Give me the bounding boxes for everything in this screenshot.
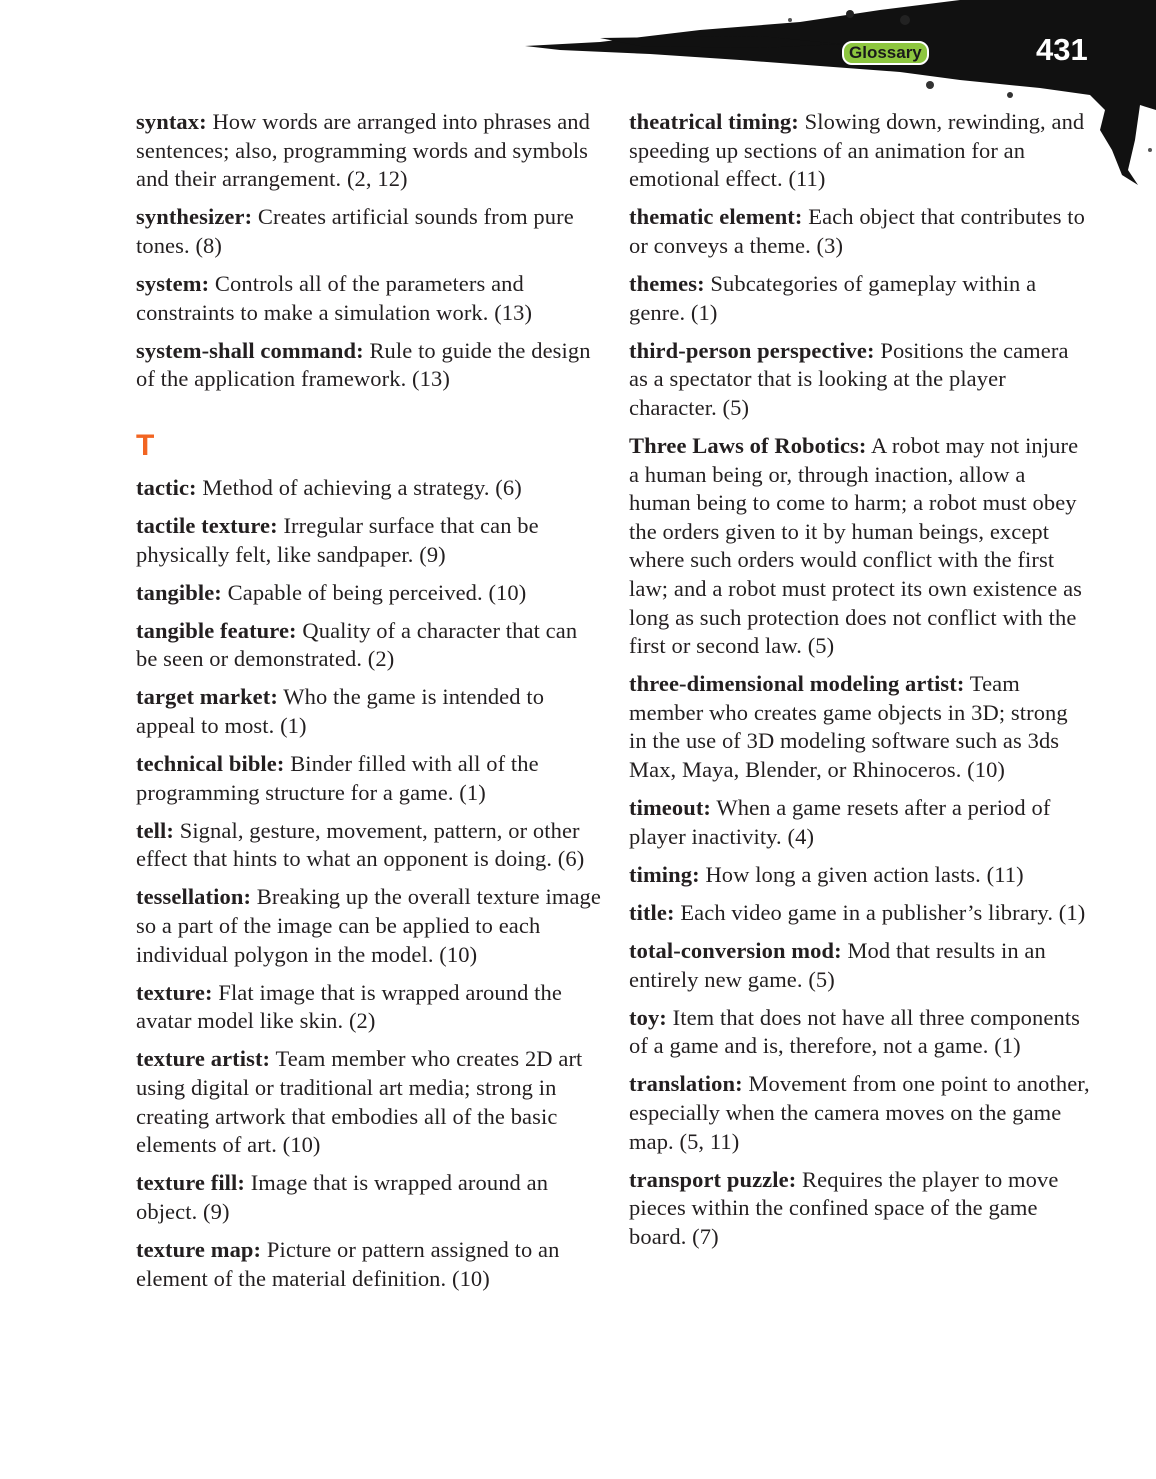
glossary-term: tangible: [136, 579, 222, 605]
section-letter-heading: T [136, 428, 155, 462]
glossary-definition: Quality of a character that can be seen or demonstrated. (2) [136, 617, 578, 672]
glossary-entry [136, 683, 601, 740]
glossary-term: texture artist: [136, 1046, 271, 1072]
glossary-definition: Subcategories of gameplay within a genre. (1) [629, 270, 1037, 325]
glossary-entry [136, 1045, 601, 1159]
glossary-entry [629, 1166, 1091, 1252]
glossary-entry [629, 937, 1091, 994]
glossary-term: timing: [629, 861, 700, 887]
glossary-definition: Creates artificial sounds from pure tones. (8) [136, 204, 574, 258]
glossary-definition: Slowing down, rewinding, and speeding up sections of an animation for an emotional effect. (11) [629, 109, 1085, 192]
glossary-entry [629, 861, 1091, 890]
glossary-term: third-person perspective: [629, 337, 875, 363]
glossary-entry [136, 883, 601, 969]
glossary-term: synthesizer: [136, 204, 253, 230]
glossary-entry [136, 1236, 601, 1293]
glossary-term: translation: [629, 1071, 743, 1097]
glossary-definition: Breaking up the overall texture image so a part of the image can be applied to each individual polygon in the model. (10) [136, 884, 601, 967]
glossary-term: total-conversion mod: [629, 937, 842, 963]
glossary-term: three-dimensional modeling artist: [629, 671, 965, 697]
glossary-term: transport puzzle: [629, 1166, 797, 1192]
glossary-definition: Team member who creates 2D art using digital or traditional art media; strong in creating artwork that embodies all of the basic elements of art. (10) [136, 1046, 583, 1158]
glossary-definition: Requires the player to move pieces within the confined space of the game board. (7) [629, 1166, 1059, 1249]
glossary-term: system: [136, 270, 210, 296]
glossary-entry [629, 899, 1091, 928]
glossary-entry [136, 617, 601, 674]
glossary-term: texture: [136, 979, 213, 1005]
glossary-definition: Binder filled with all of the programming structure for a game. (1) [136, 751, 539, 805]
glossary-entry [136, 203, 601, 260]
glossary-definition: A robot may not injure a human being or, through inaction, allow a human being to come to harm; a robot must obey the orders given to it by human beings, except where such orders would conflict with the first law; and a robot must protect its own existence as long as such protection does not conflict with the first or second law. (5) [629, 432, 1083, 659]
glossary-entry [136, 817, 601, 874]
glossary-definition: Irregular surface that can be physically felt, like sandpaper. (9) [136, 512, 539, 567]
glossary-term: themes: [629, 270, 705, 296]
glossary-term: target market: [136, 684, 278, 710]
glossary-entry [136, 579, 601, 608]
glossary-entry [629, 1004, 1091, 1061]
glossary-term: tangible feature: [136, 617, 297, 643]
glossary-entry [629, 203, 1091, 260]
glossary-entry [629, 108, 1091, 194]
glossary-definition: Each video game in a publisher’s library. (1) [680, 899, 1086, 925]
glossary-definition: Each object that contributes to or conveys a theme. (3) [629, 204, 1085, 258]
glossary-definition: Signal, gesture, movement, pattern, or other effect that hints to what an opponent is doing. (6) [136, 817, 585, 872]
glossary-definition: Movement from one point to another, especially when the camera moves on the game map. (5, 11) [629, 1071, 1090, 1154]
glossary-definition: Mod that results in an entirely new game. (5) [629, 937, 1046, 992]
glossary-term: syntax: [136, 109, 207, 134]
glossary-term: thematic element: [629, 204, 803, 230]
glossary-term: tessellation: [136, 884, 252, 910]
glossary-definition: Who the game is intended to appeal to most. (1) [136, 684, 545, 738]
glossary-definition: Team member who creates game objects in 3D; strong in the use of 3D modeling software such as 3ds Max, Maya, Blender, or Rhinoceros. (10) [629, 671, 1068, 782]
glossary-definition: Method of achieving a strategy. (6) [202, 474, 522, 500]
glossary-entry [136, 270, 601, 327]
glossary-definition: Rule to guide the design of the application framework. (13) [136, 337, 591, 392]
glossary-term: system-shall command: [136, 337, 364, 363]
glossary-definition: How long a given action lasts. (11) [705, 861, 1024, 887]
glossary-definition: Capable of being perceived. (10) [227, 579, 527, 605]
glossary-entry [629, 432, 1091, 661]
glossary-entry [136, 979, 601, 1036]
glossary-definition: Controls all of the parameters and constraints to make a simulation work. (13) [136, 270, 533, 325]
glossary-term: tactile texture: [136, 512, 278, 538]
glossary-definition: Flat image that is wrapped around the avatar model like skin. (2) [136, 979, 562, 1034]
glossary-entry [136, 108, 601, 194]
glossary-entry [136, 750, 601, 807]
glossary-definition: Positions the camera as a spectator that is looking at the player character. (5) [629, 337, 1069, 420]
glossary-entry [136, 512, 601, 569]
glossary-definition: Picture or pattern assigned to an element of the material definition. (10) [136, 1237, 560, 1291]
section-tag: Glossary [842, 41, 929, 65]
glossary-entry [629, 794, 1091, 851]
glossary-term: title: [629, 899, 675, 925]
glossary-term: tactic: [136, 474, 197, 500]
glossary-definition: When a game resets after a period of player inactivity. (4) [629, 795, 1051, 849]
glossary-entry [629, 670, 1091, 784]
glossary-definition: How words are arranged into phrases and sentences; also, programming words and symbols and their arrangement. (2, 12) [136, 109, 590, 192]
glossary-term: Three Laws of Robotics: [629, 432, 867, 458]
glossary-entry [136, 1169, 601, 1226]
glossary-entry [629, 1070, 1091, 1156]
glossary-term: timeout: [629, 795, 712, 821]
right-column [629, 108, 1091, 1261]
glossary-term: toy: [629, 1004, 667, 1030]
glossary-term: texture map: [136, 1237, 262, 1262]
glossary-entry [629, 270, 1091, 327]
glossary-entry [629, 337, 1091, 423]
glossary-term: tell: [136, 817, 174, 843]
glossary-definition: Image that is wrapped around an object. (9) [136, 1170, 549, 1224]
glossary-entry [136, 337, 601, 394]
left-column [136, 108, 601, 1303]
glossary-term: texture fill: [136, 1170, 245, 1196]
glossary-term: theatrical timing: [629, 109, 799, 134]
glossary-entry [136, 474, 601, 503]
glossary-term: technical bible: [136, 751, 285, 777]
page-number: 431 [1036, 32, 1088, 67]
glossary-definition: Item that does not have all three components of a game and is, therefore, not a game. (1) [629, 1004, 1081, 1059]
